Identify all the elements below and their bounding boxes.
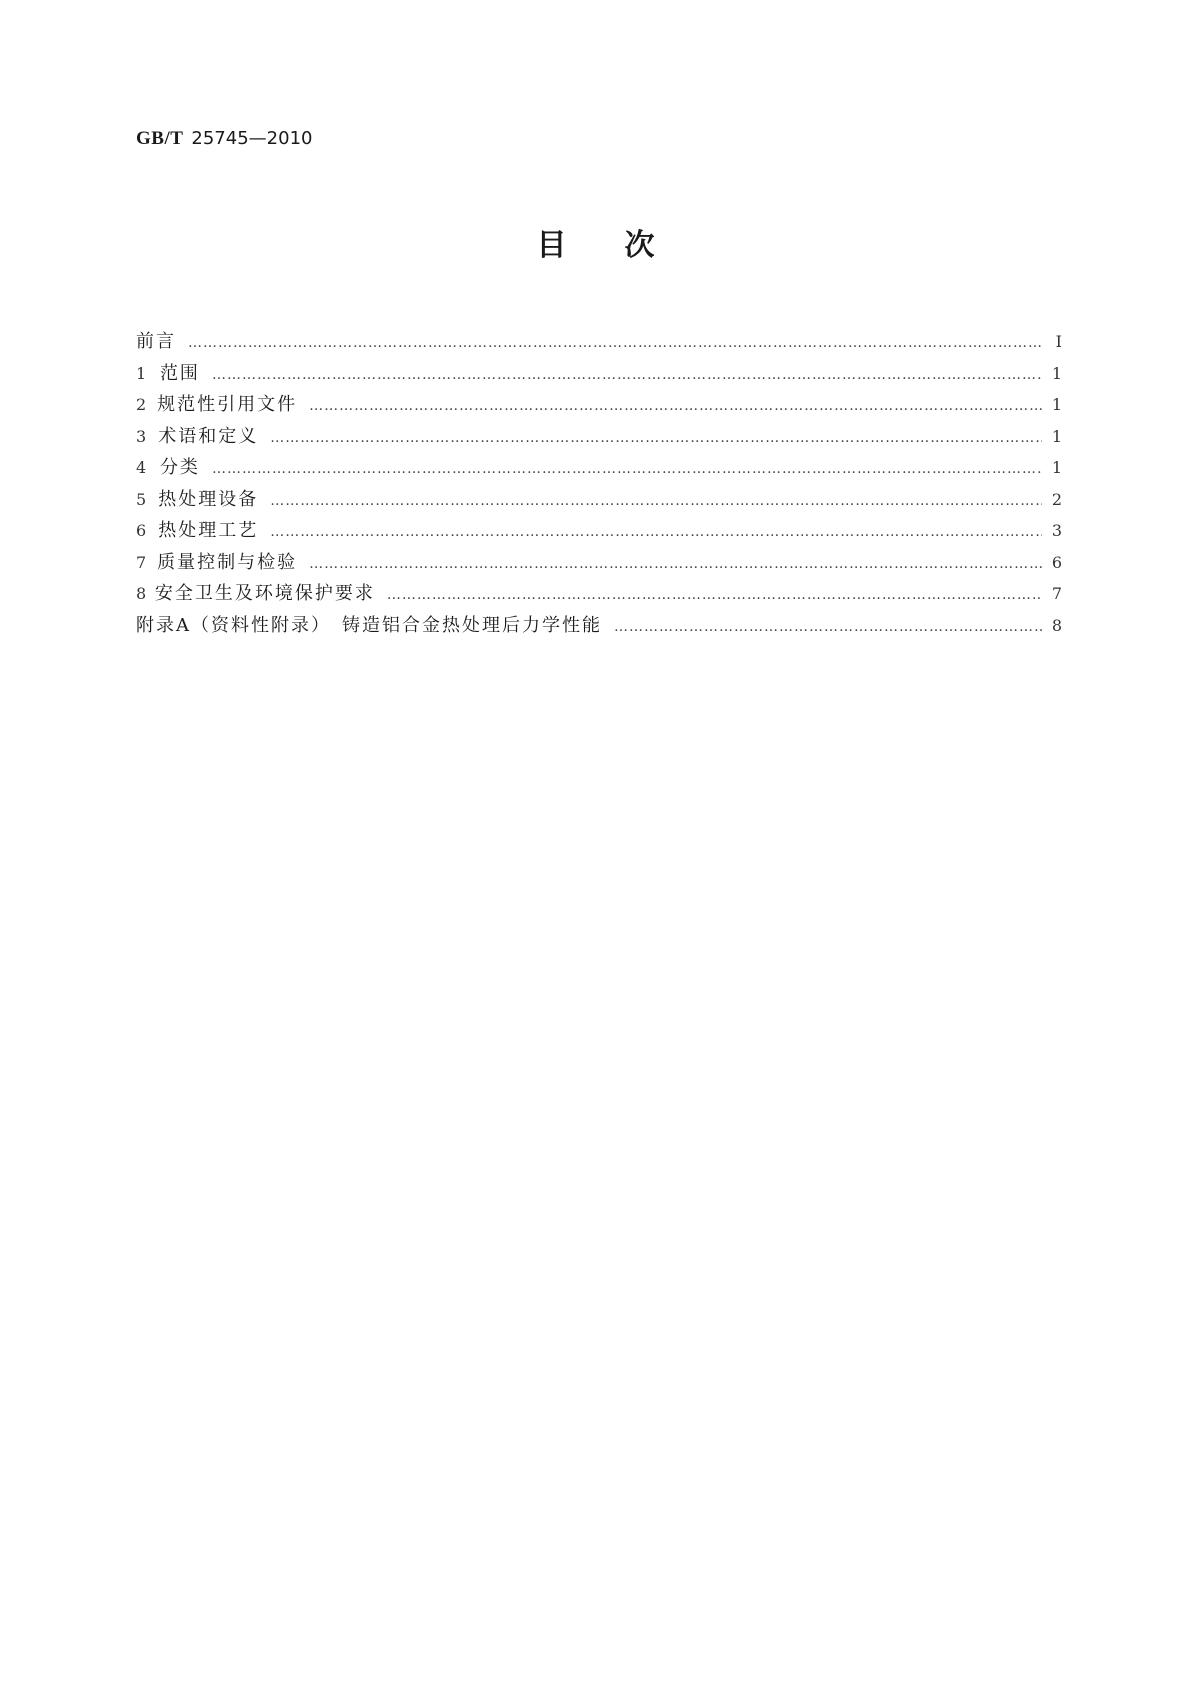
toc-entry-page: 1	[1051, 363, 1062, 383]
toc-leader-dots	[270, 517, 1042, 549]
toc-entry-number: 1	[136, 363, 147, 383]
toc-entry-safety[interactable]	[136, 578, 1062, 610]
toc-entry-annex-a[interactable]	[136, 610, 1062, 642]
toc-entry-classification[interactable]	[136, 452, 1062, 484]
toc-entry-normative-references[interactable]	[136, 389, 1062, 421]
standard-prefix: GB/T	[136, 128, 184, 149]
toc-entry-number: 5	[136, 489, 147, 509]
toc-entry-scope[interactable]	[136, 358, 1062, 390]
toc-entry-page: Ⅰ	[1055, 332, 1062, 351]
toc-entry-page: 6	[1051, 552, 1062, 572]
toc-entry-number: 4	[136, 458, 147, 477]
toc-leader-dots	[309, 549, 1042, 581]
toc-entry-label: 规范性引用文件	[157, 394, 298, 415]
toc-entry-label: 安全卫生及环境保护要求	[154, 583, 375, 604]
toc-entry-label: 范围	[159, 362, 200, 384]
toc-entry-number: 8	[136, 584, 147, 603]
toc-leader-dots	[387, 580, 1042, 612]
toc-entry-number: 2	[136, 395, 147, 414]
toc-leader-dots	[614, 612, 1042, 644]
standard-code	[136, 126, 312, 151]
toc-entry-label: 热处理设备	[158, 488, 259, 510]
toc-entry-terms-definitions[interactable]	[136, 421, 1062, 453]
toc-entry-page: 8	[1051, 615, 1062, 635]
toc-list	[136, 326, 1062, 641]
toc-entry-number: 6	[136, 521, 147, 540]
toc-entry-number: 3	[136, 426, 147, 446]
toc-entry-label: 前言	[136, 331, 176, 352]
toc-entry-label: 术语和定义	[158, 425, 259, 447]
toc-leader-dots	[188, 328, 1042, 360]
toc-entry-label: 质量控制与检验	[157, 551, 298, 573]
toc-entry-process[interactable]	[136, 515, 1062, 547]
toc-entry-foreword[interactable]	[136, 326, 1062, 358]
toc-leader-dots	[270, 486, 1042, 518]
toc-entry-page: 1	[1051, 458, 1062, 477]
toc-leader-dots	[212, 454, 1042, 486]
toc-entry-label: 分类	[159, 457, 200, 478]
toc-title: 目次	[536, 228, 713, 263]
toc-entry-page: 3	[1051, 521, 1062, 540]
standard-number: 25745—2010	[191, 128, 313, 149]
toc-entry-page: 2	[1051, 489, 1062, 509]
toc-leader-dots	[212, 360, 1042, 392]
toc-entry-page: 7	[1051, 584, 1062, 603]
toc-entry-page: 1	[1051, 426, 1062, 446]
toc-leader-dots	[309, 391, 1042, 423]
toc-entry-label: 热处理工艺	[158, 520, 259, 541]
toc-entry-quality-control[interactable]	[136, 547, 1062, 579]
toc-entry-label: 附录A（资料性附录） 铸造铝合金热处理后力学性能	[136, 614, 602, 636]
toc-entry-equipment[interactable]	[136, 484, 1062, 516]
toc-leader-dots	[270, 423, 1042, 455]
toc-entry-page: 1	[1051, 395, 1062, 414]
toc-entry-number: 7	[136, 552, 147, 572]
